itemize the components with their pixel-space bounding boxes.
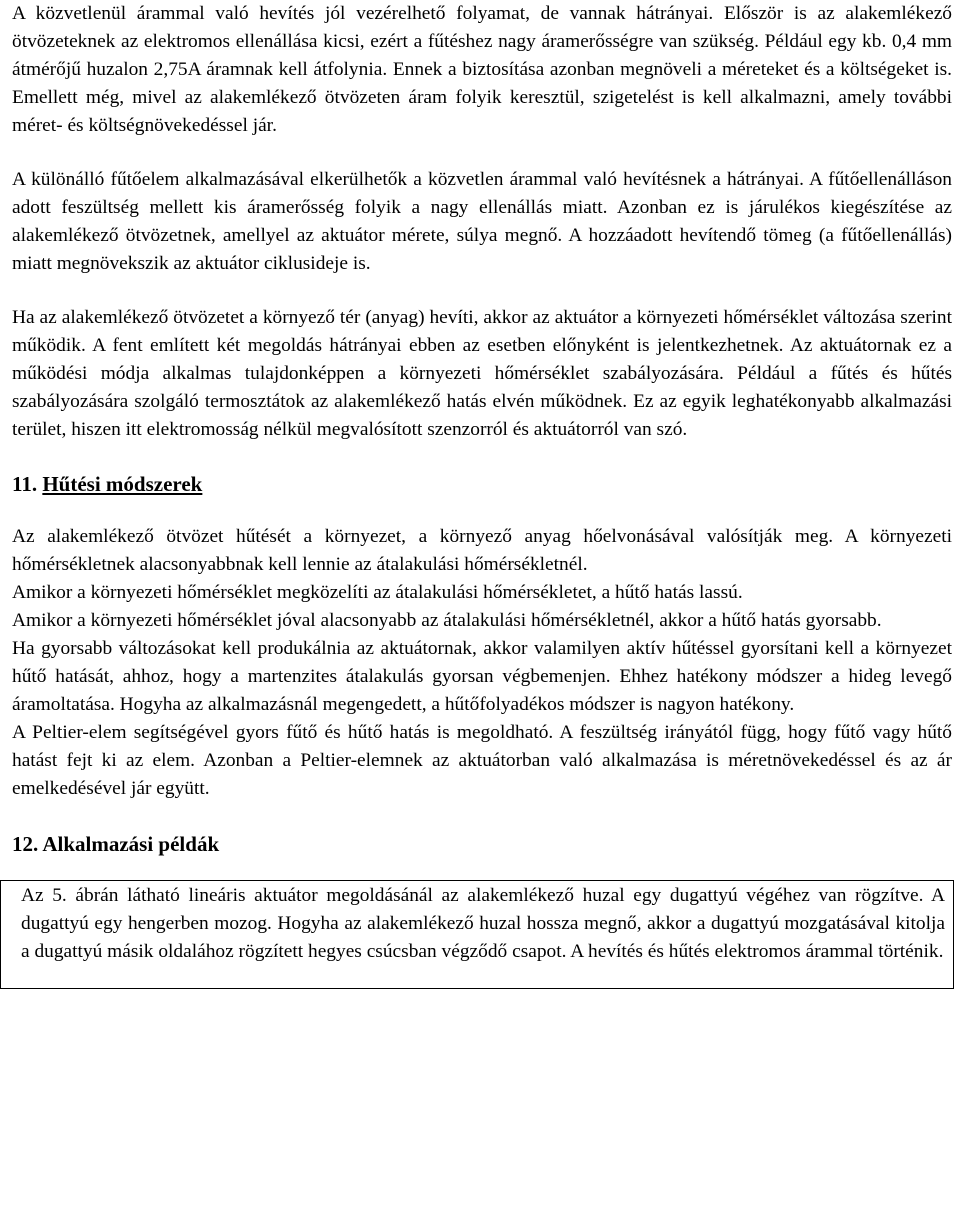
section-heading-cooling bbox=[12, 470, 952, 498]
example-text-box bbox=[0, 880, 954, 989]
cooling-paragraph: Amikor a környezeti hőmérséklet jóval alacsonyabb az átalakulási hőmérsékletnél, akkor a hűtő hatás gyorsabb. bbox=[12, 610, 882, 631]
cooling-paragraph: Ha gyorsabb változásokat kell produkálnia az aktuátornak, akkor valamilyen aktív hűtéssel gyorsítani kell a környezet hűtő hatását, ahhoz, hogy a martenzites átalakulás gyorsan végbemenjen. Ehhez hatékony módszer a hideg levegő áramoltatása. Hogyha az alkalmazásnál megengedett, a hűtőfolyadékos módszer is nagyon hatékony. bbox=[12, 638, 952, 715]
section-title: Hűtési módszerek bbox=[42, 472, 203, 496]
paragraph-ambient-heating: Ha az alakemlékező ötvözetet a környező tér (anyag) hevíti, akkor az aktuátor a környezeti hőmérséklet változása szerint működik. A fent említett két megoldás hátrányai ebben az esetben előnyként is jelentkezhetnek. Az aktuátornak ez a működési módja alkalmas tulajdonképpen a környezeti hőmérséklet szabályozására. Például a fűtés és hűtés szabályozására szolgáló termosztátok az alakemlékező hatás elvén működnek. Ez az egyik leghatékonyabb alkalmazási terület, hiszen itt elektromosság nélkül megvalósított szenzorról és aktuátorról van szó. bbox=[12, 307, 952, 440]
section-number: 11. bbox=[12, 472, 38, 496]
section-heading-examples: 12. Alkalmazási példák bbox=[12, 832, 220, 856]
example-paragraph: Az 5. ábrán látható lineáris aktuátor megoldásánál az alakemlékező huzal egy dugattyú végéhez van rögzítve. A dugattyú egy hengerben mozog. Hogyha az alakemlékező huzal hossza megnő, akkor a dugattyú mozgatásával kitolja a dugattyú másik oldalához rögzített hegyes csúcsban végződő csapot. A hevítés és hűtés elektromos árammal történik. bbox=[21, 885, 945, 962]
cooling-paragraph: Amikor a környezeti hőmérséklet megközelíti az átalakulási hőmérsékletet, a hűtő hatás lassú. bbox=[12, 582, 743, 603]
paragraph-direct-heating: A közvetlenül árammal való hevítés jól vezérelhető folyamat, de vannak hátrányai. Először is az alakemlékező ötvözeteknek az elektromos ellenállása kicsi, ezért a fűtéshez nagy áramerősségre van szükség. Például egy kb. 0,4 mm átmérőjű huzalon 2,75A áramnak kell átfolynia. Ennek a biztosítása azonban megnöveli a méreteket és a költségeket is. Emellett még, mivel az alakemlékező ötvözeten áram folyik keresztül, szigetelést is kell alkalmazni, amely további méret- és költségnövekedéssel jár. bbox=[12, 3, 952, 136]
cooling-paragraph: A Peltier-elem segítségével gyors fűtő és hűtő hatás is megoldható. A feszültség irányától függ, hogy fűtő vagy hűtő hatást fejt ki az elem. Azonban a Peltier-elemnek az aktuátorban való alkalmazása is méretnövekedéssel és az ár emelkedésével jár együtt. bbox=[12, 722, 952, 799]
document-page bbox=[12, 0, 952, 989]
cooling-paragraph: Az alakemlékező ötvözet hűtését a környezet, a környező anyag hőelvonásával valósítják meg. A környezeti hőmérsékletnek alacsonyabbnak kell lennie az átalakulási hőmérsékletnél. bbox=[12, 526, 952, 575]
cooling-paragraphs bbox=[12, 523, 952, 803]
paragraph-separate-heater: A különálló fűtőelem alkalmazásával elkerülhetők a közvetlen árammal való hevítésnek a hátrányai. A fűtőellenálláson adott feszültség mellett kis áramerősség folyik a nagy ellenállás miatt. Azonban ez is járulékos kiegészítése az alakemlékező ötvözetnek, amellyel az aktuátor mérete, súlya megnő. A hozzáadott hevítendő tömeg (a fűtőellenállás) miatt megnövekszik az aktuátor ciklusideje is. bbox=[12, 169, 952, 274]
